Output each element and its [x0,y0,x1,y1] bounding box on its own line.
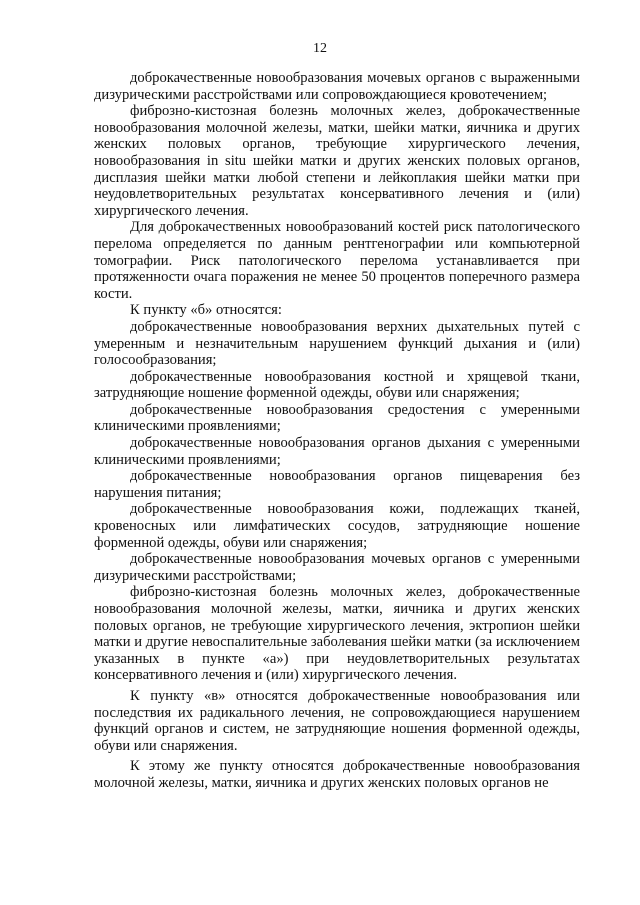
paragraph: доброкачественные новообразования верхних дыхательных путей с умеренным и незначительным нарушением функций дыхания и (или) голосообразования; [94,318,580,369]
document-body [94,70,580,792]
paragraph: К пункту «б» относятся: [130,302,282,319]
paragraph: фиброзно-кистозная болезнь молочных желез, доброкачественные новообразования молочной железы, матки, шейки матки, яичника и других женских половых органов, требующие хирургического лечения, новообразования in situ шейки матки и других женских половых органов, дисплазия шейки матки любой степени и лейкоплакия шейки матки при неудовлетворительных результатах консервативного лечения и (или) хирургического лечения. [94,103,580,219]
paragraph: доброкачественные новообразования органов пищеварения без нарушения питания; [94,468,580,501]
paragraph: Для доброкачественных новообразований костей риск патологического перелома определяется по данным рентгенографии или компьютерной томографии. Риск патологического перелома устанавливается при протяженности очага поражения не менее 50 процентов поперечного размера кости. [94,219,580,302]
paragraph: К этому же пункту относятся доброкачественные новообразования молочной железы, матки, яичника и других женских половых органов не [94,758,580,791]
paragraph: доброкачественные новообразования мочевых органов с умеренными дизурическими расстройствами; [94,551,580,584]
paragraph: доброкачественные новообразования органов дыхания с умеренными клиническими проявлениями; [94,435,580,468]
paragraph: доброкачественные новообразования костной и хрящевой ткани, затрудняющие ношение форменной одежды, обуви или снаряжения; [94,368,580,402]
paragraph: фиброзно-кистозная болезнь молочных желез, доброкачественные новообразования молочной железы, матки, яичника и других женских половых органов, не требующие хирургического лечения, эктропион шейки матки и другие невоспалительные заболевания шейки матки (за исключением указанных в пункте «а») при неудовлетворительных результатах консервативного лечения и (или) хирургического лечения. [94,584,580,684]
paragraph: К пункту «в» относятся доброкачественные новообразования или последствия их радикального лечения, не сопровождающиеся нарушением функций органов и систем, не затрудняющие ношения форменной одежды, обуви или снаряжения. [94,687,580,754]
paragraph: доброкачественные новообразования кожи, подлежащих тканей, кровеносных или лимфатических сосудов, затрудняющие ношение форменной одежды, обуви или снаряжения; [94,501,580,551]
page-number: 12 [313,41,327,56]
paragraph: доброкачественные новообразования средостения с умеренными клиническими проявлениями; [94,401,580,435]
paragraph: доброкачественные новообразования мочевых органов с выраженными дизурическими расстройствами или сопровождающиеся кровотечением; [94,70,580,103]
